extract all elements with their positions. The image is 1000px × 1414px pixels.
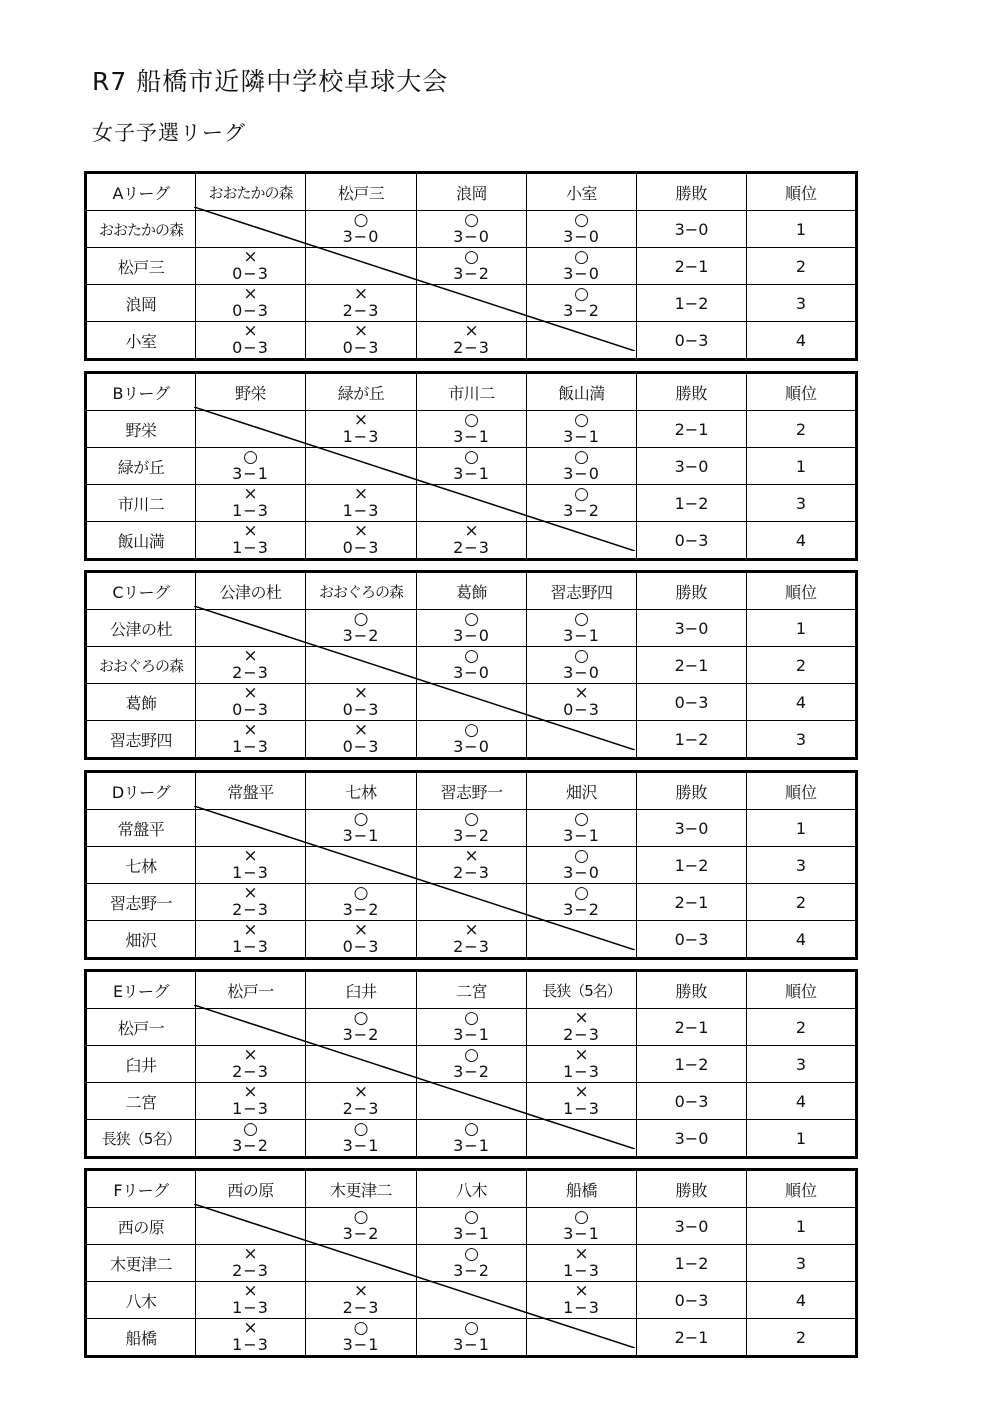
win-loss-record: 0−3 (637, 322, 747, 360)
match-score: 3−2 (563, 501, 600, 520)
column-team-name: 浪岡 (417, 173, 527, 211)
match-score: 3−2 (232, 1136, 269, 1155)
loss-mark-icon: × (243, 247, 258, 267)
win-mark-icon: ○ (353, 1207, 369, 1227)
loss-mark-icon: × (464, 521, 479, 541)
match-score: 1−3 (232, 937, 269, 956)
win-mark-icon: ○ (243, 1119, 258, 1139)
match-score: 3−0 (453, 737, 490, 756)
match-score: 1−3 (232, 1335, 269, 1354)
win-mark-icon: ○ (243, 447, 258, 467)
column-team-name: 飯山満 (527, 373, 637, 411)
rank-value: 2 (747, 884, 857, 921)
win-mark-icon: ○ (574, 646, 589, 666)
match-score: 3−0 (453, 227, 490, 246)
loss-mark-icon: × (353, 410, 369, 430)
match-score: 3−0 (453, 626, 490, 645)
row-team-name: 臼井 (86, 1046, 196, 1083)
column-team-name: 畑沢 (527, 772, 637, 810)
match-score: 3−2 (453, 1261, 490, 1280)
match-score: 2−3 (232, 900, 269, 919)
match-score: 3−0 (342, 227, 380, 246)
win-loss-header: 勝敗 (637, 373, 747, 411)
column-team-name: 七林 (306, 772, 417, 810)
row-team-name: 木更津二 (86, 1245, 196, 1282)
loss-mark-icon: × (243, 284, 258, 304)
row-team-name: おおたかの森 (86, 211, 196, 248)
win-mark-icon: ○ (574, 809, 589, 829)
win-mark-icon: ○ (353, 883, 369, 903)
league-name: Aリーグ (86, 173, 196, 211)
diagonal-line-svg (194, 1204, 635, 1348)
win-loss-record: 3−0 (637, 448, 747, 485)
row-team-name: 習志野一 (86, 884, 196, 921)
column-team-name: おおぐろの森 (306, 572, 417, 610)
rank-value: 1 (747, 810, 857, 847)
rank-value: 3 (747, 285, 857, 322)
match-score: 3−1 (563, 1224, 600, 1243)
loss-mark-icon: × (243, 720, 258, 740)
row-team-name: 船橋 (86, 1319, 196, 1357)
match-score: 2−3 (453, 863, 490, 882)
win-loss-record: 3−0 (637, 1208, 747, 1245)
loss-mark-icon: × (243, 484, 258, 504)
match-score: 0−3 (342, 700, 380, 719)
win-mark-icon: ○ (353, 1008, 369, 1028)
match-score: 3−0 (563, 464, 600, 483)
loss-mark-icon: × (574, 1045, 589, 1065)
win-mark-icon: ○ (574, 284, 589, 304)
rank-value: 3 (747, 721, 857, 759)
rank-header: 順位 (747, 1170, 857, 1208)
rank-value: 3 (747, 485, 857, 522)
loss-mark-icon: × (574, 683, 589, 703)
rank-value: 1 (747, 610, 857, 647)
win-loss-record: 3−0 (637, 211, 747, 248)
win-loss-header: 勝敗 (637, 173, 747, 211)
match-score: 0−3 (342, 338, 380, 357)
match-score: 2−3 (232, 1261, 269, 1280)
match-score: 1−3 (232, 863, 269, 882)
rank-value: 3 (747, 1046, 857, 1083)
match-score: 3−2 (563, 301, 600, 320)
column-team-name: 習志野四 (527, 572, 637, 610)
league-name: Bリーグ (86, 373, 196, 411)
loss-mark-icon: × (574, 1008, 589, 1028)
win-mark-icon: ○ (574, 609, 589, 629)
row-team-name: 野栄 (86, 411, 196, 448)
win-loss-record: 1−2 (637, 721, 747, 759)
win-mark-icon: ○ (353, 809, 369, 829)
match-score: 3−1 (453, 1335, 490, 1354)
loss-mark-icon: × (574, 1082, 589, 1102)
row-team-name: 葛飾 (86, 684, 196, 721)
match-score: 3−1 (342, 826, 380, 845)
loss-mark-icon: × (243, 883, 258, 903)
row-team-name: 長狭（5名） (86, 1120, 196, 1158)
win-mark-icon: ○ (574, 210, 589, 230)
match-score: 3−1 (342, 1335, 380, 1354)
rank-value: 1 (747, 448, 857, 485)
match-score: 0−3 (232, 264, 269, 283)
win-loss-header: 勝敗 (637, 1170, 747, 1208)
rank-value: 1 (747, 211, 857, 248)
league-header-row (86, 1170, 857, 1208)
diagonal-line-svg (194, 806, 635, 950)
loss-mark-icon: × (464, 846, 479, 866)
league-header-row (86, 572, 857, 610)
win-mark-icon: ○ (464, 809, 479, 829)
win-loss-record: 2−1 (637, 411, 747, 448)
match-score: 3−0 (563, 863, 600, 882)
column-team-name: 臼井 (306, 971, 417, 1009)
win-mark-icon: ○ (574, 846, 589, 866)
column-team-name: 緑が丘 (306, 373, 417, 411)
match-score: 3−2 (342, 900, 380, 919)
diagonal-line (194, 1204, 635, 1348)
match-score: 1−3 (342, 427, 380, 446)
win-mark-icon: ○ (574, 447, 589, 467)
loss-mark-icon: × (353, 920, 369, 940)
match-score: 2−3 (342, 1298, 380, 1317)
win-mark-icon: ○ (574, 883, 589, 903)
win-mark-icon: ○ (464, 1318, 479, 1338)
rank-value: 1 (747, 1120, 857, 1158)
win-loss-record: 1−2 (637, 485, 747, 522)
match-score: 3−1 (453, 1136, 490, 1155)
match-score: 0−3 (342, 737, 380, 756)
league-header-row (86, 173, 857, 211)
rank-header: 順位 (747, 572, 857, 610)
win-loss-record: 0−3 (637, 684, 747, 721)
loss-mark-icon: × (353, 484, 369, 504)
win-loss-record: 3−0 (637, 1120, 747, 1158)
row-team-name: 八木 (86, 1282, 196, 1319)
loss-mark-icon: × (353, 521, 369, 541)
win-loss-record: 3−0 (637, 610, 747, 647)
page-subtitle: 女子予選リーグ (92, 121, 246, 145)
loss-mark-icon: × (243, 521, 258, 541)
row-team-name: おおぐろの森 (86, 647, 196, 684)
rank-value: 4 (747, 322, 857, 360)
row-team-name: 常盤平 (86, 810, 196, 847)
diagonal-line (194, 606, 635, 750)
match-score: 3−1 (232, 464, 269, 483)
win-loss-record: 0−3 (637, 1282, 747, 1319)
match-score: 2−3 (453, 338, 490, 357)
match-score: 1−3 (563, 1298, 600, 1317)
loss-mark-icon: × (243, 646, 258, 666)
match-score: 3−1 (563, 626, 600, 645)
rank-value: 2 (747, 647, 857, 684)
rank-value: 4 (747, 522, 857, 560)
win-mark-icon: ○ (464, 1119, 479, 1139)
win-mark-icon: ○ (464, 1008, 479, 1028)
row-team-name: 公津の杜 (86, 610, 196, 647)
column-team-name: 小室 (527, 173, 637, 211)
win-mark-icon: ○ (464, 609, 479, 629)
win-mark-icon: ○ (353, 1119, 369, 1139)
win-mark-icon: ○ (353, 609, 369, 629)
column-team-name: 船橋 (527, 1170, 637, 1208)
match-score: 3−1 (453, 1224, 490, 1243)
rank-header: 順位 (747, 772, 857, 810)
match-score: 2−3 (232, 1062, 269, 1081)
loss-mark-icon: × (243, 1318, 258, 1338)
match-score: 0−3 (563, 700, 600, 719)
rank-header: 順位 (747, 971, 857, 1009)
match-score: 2−3 (342, 301, 380, 320)
win-mark-icon: ○ (464, 720, 479, 740)
match-score: 1−3 (232, 538, 269, 557)
column-team-name: おおたかの森 (196, 173, 306, 211)
row-team-name: 松戸一 (86, 1009, 196, 1046)
column-team-name: 西の原 (196, 1170, 306, 1208)
loss-mark-icon: × (353, 720, 369, 740)
win-loss-header: 勝敗 (637, 572, 747, 610)
league-header-row (86, 971, 857, 1009)
win-loss-record: 2−1 (637, 1319, 747, 1357)
match-score: 0−3 (232, 301, 269, 320)
league-name: Dリーグ (86, 772, 196, 810)
rank-value: 4 (747, 1083, 857, 1120)
win-loss-record: 2−1 (637, 647, 747, 684)
match-score: 2−3 (232, 663, 269, 682)
column-team-name: 松戸三 (306, 173, 417, 211)
win-mark-icon: ○ (464, 1045, 479, 1065)
loss-mark-icon: × (243, 846, 258, 866)
rank-value: 4 (747, 921, 857, 959)
rank-value: 2 (747, 248, 857, 285)
loss-mark-icon: × (243, 1045, 258, 1065)
win-mark-icon: ○ (353, 1318, 369, 1338)
column-team-name: 野栄 (196, 373, 306, 411)
loss-mark-icon: × (353, 1082, 369, 1102)
match-score: 1−3 (563, 1062, 600, 1081)
row-team-name: 習志野四 (86, 721, 196, 759)
column-team-name: 長狭（5名） (527, 971, 637, 1009)
loss-mark-icon: × (243, 321, 258, 341)
win-mark-icon: ○ (574, 247, 589, 267)
match-score: 2−3 (453, 538, 490, 557)
league-name: Cリーグ (86, 572, 196, 610)
diagonal-line (194, 806, 635, 950)
column-team-name: 松戸一 (196, 971, 306, 1009)
win-loss-record: 2−1 (637, 884, 747, 921)
win-loss-record: 2−1 (637, 1009, 747, 1046)
match-score: 3−2 (563, 900, 600, 919)
match-score: 1−3 (342, 501, 380, 520)
match-score: 1−3 (563, 1099, 600, 1118)
match-score: 1−3 (232, 737, 269, 756)
row-team-name: 二宮 (86, 1083, 196, 1120)
match-score: 3−1 (342, 1136, 380, 1155)
loss-mark-icon: × (243, 1082, 258, 1102)
rank-header: 順位 (747, 373, 857, 411)
rank-value: 3 (747, 847, 857, 884)
match-score: 2−3 (453, 937, 490, 956)
rank-value: 2 (747, 1009, 857, 1046)
loss-mark-icon: × (353, 683, 369, 703)
match-score: 3−2 (453, 1062, 490, 1081)
league-name: Eリーグ (86, 971, 196, 1009)
win-mark-icon: ○ (574, 410, 589, 430)
diagonal-line-svg (194, 1005, 635, 1149)
rank-value: 4 (747, 684, 857, 721)
row-team-name: 浪岡 (86, 285, 196, 322)
win-loss-record: 1−2 (637, 1046, 747, 1083)
diagonal-line-svg (194, 407, 635, 551)
match-score: 3−1 (563, 826, 600, 845)
column-team-name: 常盤平 (196, 772, 306, 810)
win-mark-icon: ○ (464, 247, 479, 267)
match-score: 3−0 (563, 264, 600, 283)
league-name: Fリーグ (86, 1170, 196, 1208)
win-loss-header: 勝敗 (637, 971, 747, 1009)
win-loss-record: 3−0 (637, 810, 747, 847)
column-team-name: 八木 (417, 1170, 527, 1208)
win-mark-icon: ○ (464, 447, 479, 467)
match-score: 3−0 (453, 663, 490, 682)
loss-mark-icon: × (353, 321, 369, 341)
match-score: 0−3 (342, 538, 380, 557)
league-header-row (86, 373, 857, 411)
win-mark-icon: ○ (464, 646, 479, 666)
loss-mark-icon: × (574, 1244, 589, 1264)
loss-mark-icon: × (243, 683, 258, 703)
column-team-name: 公津の杜 (196, 572, 306, 610)
row-team-name: 畑沢 (86, 921, 196, 959)
rank-header: 順位 (747, 173, 857, 211)
loss-mark-icon: × (353, 1281, 369, 1301)
diagonal-line-svg (194, 207, 635, 351)
row-team-name: 緑が丘 (86, 448, 196, 485)
win-loss-record: 2−1 (637, 248, 747, 285)
page-title: R7 船橋市近隣中学校卓球大会 (92, 67, 449, 96)
column-team-name: 木更津二 (306, 1170, 417, 1208)
rank-value: 4 (747, 1282, 857, 1319)
match-score: 3−2 (342, 1224, 380, 1243)
column-team-name: 二宮 (417, 971, 527, 1009)
match-score: 0−3 (232, 700, 269, 719)
loss-mark-icon: × (243, 1244, 258, 1264)
win-mark-icon: ○ (464, 410, 479, 430)
loss-mark-icon: × (353, 284, 369, 304)
match-score: 3−2 (342, 626, 380, 645)
win-loss-record: 0−3 (637, 522, 747, 560)
match-score: 3−0 (563, 227, 600, 246)
row-team-name: 小室 (86, 322, 196, 360)
match-score: 3−2 (342, 1025, 380, 1044)
win-loss-header: 勝敗 (637, 772, 747, 810)
row-team-name: 松戸三 (86, 248, 196, 285)
match-score: 3−1 (453, 464, 490, 483)
win-loss-record: 1−2 (637, 847, 747, 884)
win-mark-icon: ○ (464, 1207, 479, 1227)
match-score: 1−3 (232, 1099, 269, 1118)
win-mark-icon: ○ (464, 210, 479, 230)
match-score: 3−0 (563, 663, 600, 682)
match-score: 1−3 (563, 1261, 600, 1280)
match-score: 2−3 (342, 1099, 380, 1118)
league-header-row (86, 772, 857, 810)
win-loss-record: 1−2 (637, 1245, 747, 1282)
loss-mark-icon: × (243, 1281, 258, 1301)
loss-mark-icon: × (464, 920, 479, 940)
win-mark-icon: ○ (353, 210, 369, 230)
rank-value: 2 (747, 1319, 857, 1357)
win-mark-icon: ○ (574, 1207, 589, 1227)
match-score: 1−3 (232, 1298, 269, 1317)
match-score: 3−2 (453, 826, 490, 845)
win-mark-icon: ○ (574, 484, 589, 504)
column-team-name: 市川二 (417, 373, 527, 411)
win-loss-record: 0−3 (637, 1083, 747, 1120)
diagonal-line (194, 1005, 635, 1149)
row-team-name: 西の原 (86, 1208, 196, 1245)
column-team-name: 習志野一 (417, 772, 527, 810)
column-team-name: 葛飾 (417, 572, 527, 610)
loss-mark-icon: × (574, 1281, 589, 1301)
diagonal-line-svg (194, 606, 635, 750)
match-score: 1−3 (232, 501, 269, 520)
match-score: 0−3 (342, 937, 380, 956)
match-score: 0−3 (232, 338, 269, 357)
match-score: 3−1 (453, 427, 490, 446)
match-score: 2−3 (563, 1025, 600, 1044)
rank-value: 2 (747, 411, 857, 448)
rank-value: 3 (747, 1245, 857, 1282)
match-score: 3−1 (563, 427, 600, 446)
win-loss-record: 1−2 (637, 285, 747, 322)
row-team-name: 市川二 (86, 485, 196, 522)
match-score: 3−2 (453, 264, 490, 283)
win-loss-record: 0−3 (637, 921, 747, 959)
diagonal-line (194, 207, 635, 351)
row-team-name: 飯山満 (86, 522, 196, 560)
diagonal-line (194, 407, 635, 551)
win-mark-icon: ○ (464, 1244, 479, 1264)
rank-value: 1 (747, 1208, 857, 1245)
loss-mark-icon: × (243, 920, 258, 940)
row-team-name: 七林 (86, 847, 196, 884)
loss-mark-icon: × (464, 321, 479, 341)
match-score: 3−1 (453, 1025, 490, 1044)
